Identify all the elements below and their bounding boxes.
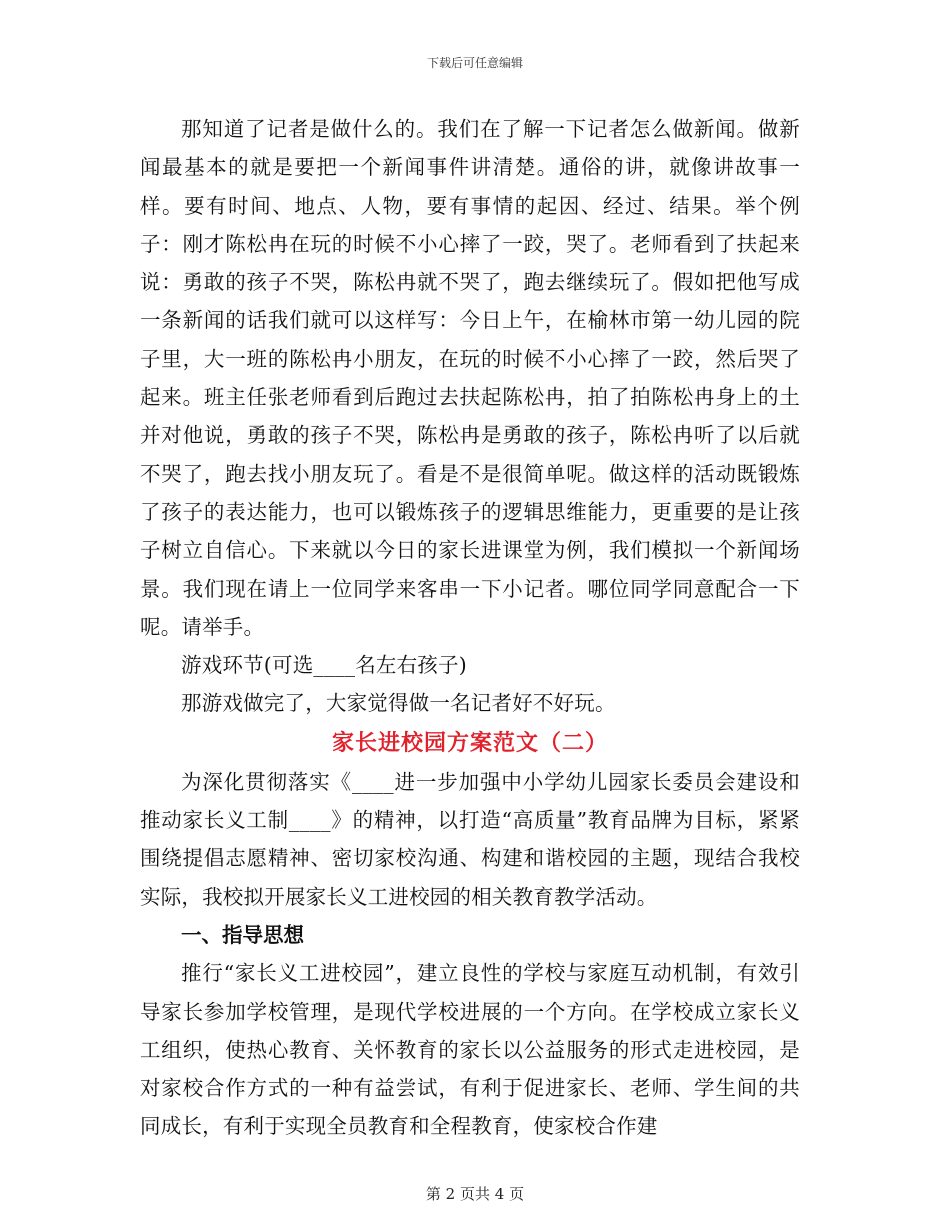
paragraph-news-explanation: 那知道了记者是做什么的。我们在了解一下记者怎么做新闻。做新闻最基本的就是要把一个新闻事件讲清楚。通俗的讲，就像讲故事一样。要有时间、地点、人物，要有事情的起因、经过、结果。举个例子：刚才陈松冉在玩的时候不小心摔了一跤，哭了。老师看到了扶起来说：勇敢的孩子不哭，陈松冉就不哭了，跑去继续玩了。假如把他写成一条新闻的话我们就可以这样写：今日上午，在榆林市第一幼儿园的院子里，大一班的陈松冉小朋友，在玩的时候不小心摔了一跤，然后哭了起来。班主任张老师看到后跑过去扶起陈松冉，拍了拍陈松冉身上的土并对他说，勇敢的孩子不哭，陈松冉是勇敢的孩子，陈松冉听了以后就不哭了，跑去找小朋友玩了。看是不是很简单呢。做这样的活动既锻炼了孩子的表达能力，也可以锻炼孩子的逻辑思维能力，更重要的是让孩子树立自信心。下来就以今日的家长进课堂为例，我们模拟一个新闻场景。我们现在请上一位同学来客串一下小记者。哪位同学同意配合一下呢。请举手。 [140,117,800,639]
document-body [140,110,800,1146]
paragraph-game-done: 那游戏做完了，大家觉得做一名记者好不好玩。 [181,691,616,716]
section-title: 家长进校园方案范文（二） [331,729,608,756]
paragraph-game-section: 游戏环节(可选____名左右孩子) [181,653,467,678]
heading-guiding-thought: 一、指导思想 [181,922,304,947]
paragraph-guiding-thought: 推行“家长义工进校园”，建立良性的学校与家庭互动机制，有效引导家长参加学校管理，是现代学校进展的一个方向。在学校成立家长义工组织，使热心教育、关怀教育的家长以公益服务的形式走进校园，是对家校合作方式的一种有益尝试，有利于促进家长、老师、学生间的共同成长，有利于实现全员教育和全程教育，使家校合作建 [140,961,800,1139]
paragraph-intro: 为深化贯彻落实《____进一步加强中小学幼儿园家长委员会建设和推动家长义工制____》的精神，以打造“高质量”教育品牌为目标，紧紧围绕提倡志愿精神、密切家校沟通、构建和谐校园的主题，现结合我校实际，我校拟开展家长义工进校园的相关教育教学活动。 [140,769,800,909]
page-header: 下载后可任意编辑 [426,56,523,70]
page-footer: 第 2 页共 4 页 [425,1185,525,1203]
